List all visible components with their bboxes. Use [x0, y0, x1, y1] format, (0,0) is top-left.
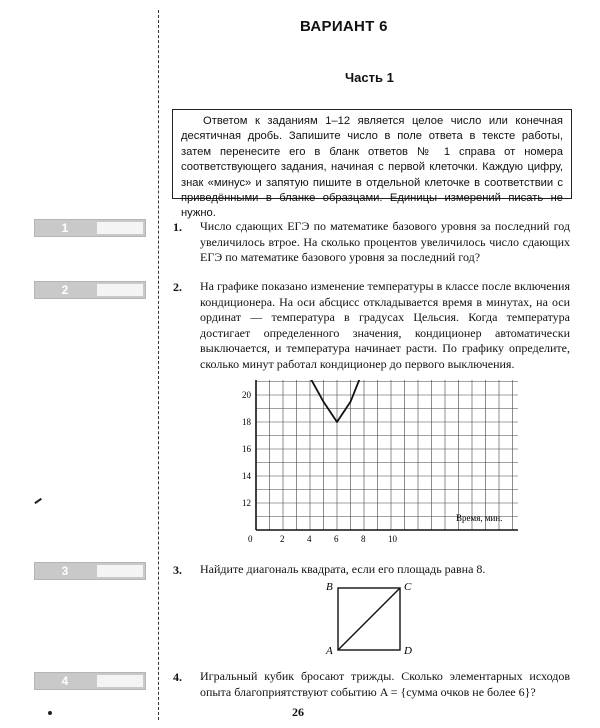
- answer-box-number: 4: [61, 674, 69, 688]
- square-diagonal: [338, 588, 400, 650]
- page-number: 26: [292, 705, 304, 719]
- y-tick-label: 12: [242, 498, 251, 508]
- task-text-2: На графике показано изменение температуры в классе после включения кондиционера. На оси абсцисс откладывается время в минутах, на оси ординат — температура в градусах Цельсия. Когда температура достигает определенного значения, кондиционер автоматически выключается, и температура начинает расти. По графику определите, сколько минут работал кондиционер до первого выключения.: [200, 279, 570, 371]
- x-tick-label: 10: [388, 534, 397, 544]
- cut-line: [158, 10, 159, 720]
- answer-box-1[interactable]: [34, 219, 146, 237]
- vertex-label-c: C: [404, 581, 412, 593]
- answer-field[interactable]: [97, 565, 143, 577]
- square-figure: [320, 578, 420, 658]
- answer-box-2[interactable]: [34, 281, 146, 299]
- task-number-1: 1.: [173, 220, 182, 234]
- temperature-chart: [228, 380, 518, 550]
- task-number-2: 2.: [173, 280, 182, 294]
- y-tick-label: 16: [242, 444, 251, 454]
- series-point: [323, 401, 324, 402]
- x-axis-title: Время, мин.: [456, 513, 503, 523]
- pen-dot: [48, 711, 52, 715]
- x-tick-label: 4: [307, 534, 312, 544]
- answer-box-3[interactable]: [34, 562, 146, 580]
- series-point: [336, 421, 337, 422]
- x-tick-label: 2: [280, 534, 285, 544]
- pen-mark: [34, 498, 41, 504]
- instructions-box: Ответом к заданиям 1–12 является целое число или конечная десятичная дробь. Запишите число в поле ответа в тексте работы, затем перенесите его в бланк ответов № 1 справа от номера соответствующего задания, начиная с первой клеточки. Каждую цифру, знак «минус» и запятую пишите в отдельной клеточке в соответствии с приведёнными в бланке образцами. Единицы измерений писать не нужно.: [172, 109, 572, 199]
- vertex-label-b: B: [326, 581, 333, 593]
- vertex-label-d: D: [404, 645, 412, 657]
- part-title: Часть 1: [345, 70, 394, 85]
- task-text-1: Число сдающих ЕГЭ по математике базового уровня за последний год увеличилось втрое. На сколько процентов увеличилось число сдающих ЕГЭ по математике базового уровня за последний год?: [200, 219, 570, 264]
- y-tick-label: 18: [242, 417, 251, 427]
- answer-box-4[interactable]: [34, 672, 146, 690]
- vertex-label-a: A: [326, 645, 333, 657]
- answer-box-number: 1: [61, 221, 69, 235]
- task-number-3: 3.: [173, 563, 182, 577]
- x-tick-label: 8: [361, 534, 366, 544]
- answer-field[interactable]: [97, 675, 143, 687]
- task-number-4: 4.: [173, 670, 182, 684]
- answer-box-number: 3: [61, 564, 69, 578]
- y-tick-label: 14: [242, 471, 251, 481]
- task-text-4: Игральный кубик бросают трижды. Сколько элементарных исходов опыта благоприятствуют событию A = {сумма очков не более 6}?: [200, 669, 570, 699]
- series-point: [350, 401, 351, 402]
- task-text-3: Найдите диагональ квадрата, если его площадь равна 8.: [200, 562, 486, 576]
- answer-field[interactable]: [97, 284, 143, 296]
- answer-box-number: 2: [61, 283, 69, 297]
- answer-field[interactable]: [97, 222, 143, 234]
- variant-title: ВАРИАНТ 6: [300, 18, 388, 35]
- x-tick-label: 0: [248, 534, 253, 544]
- y-tick-label: 20: [242, 390, 251, 400]
- x-tick-label: 6: [334, 534, 339, 544]
